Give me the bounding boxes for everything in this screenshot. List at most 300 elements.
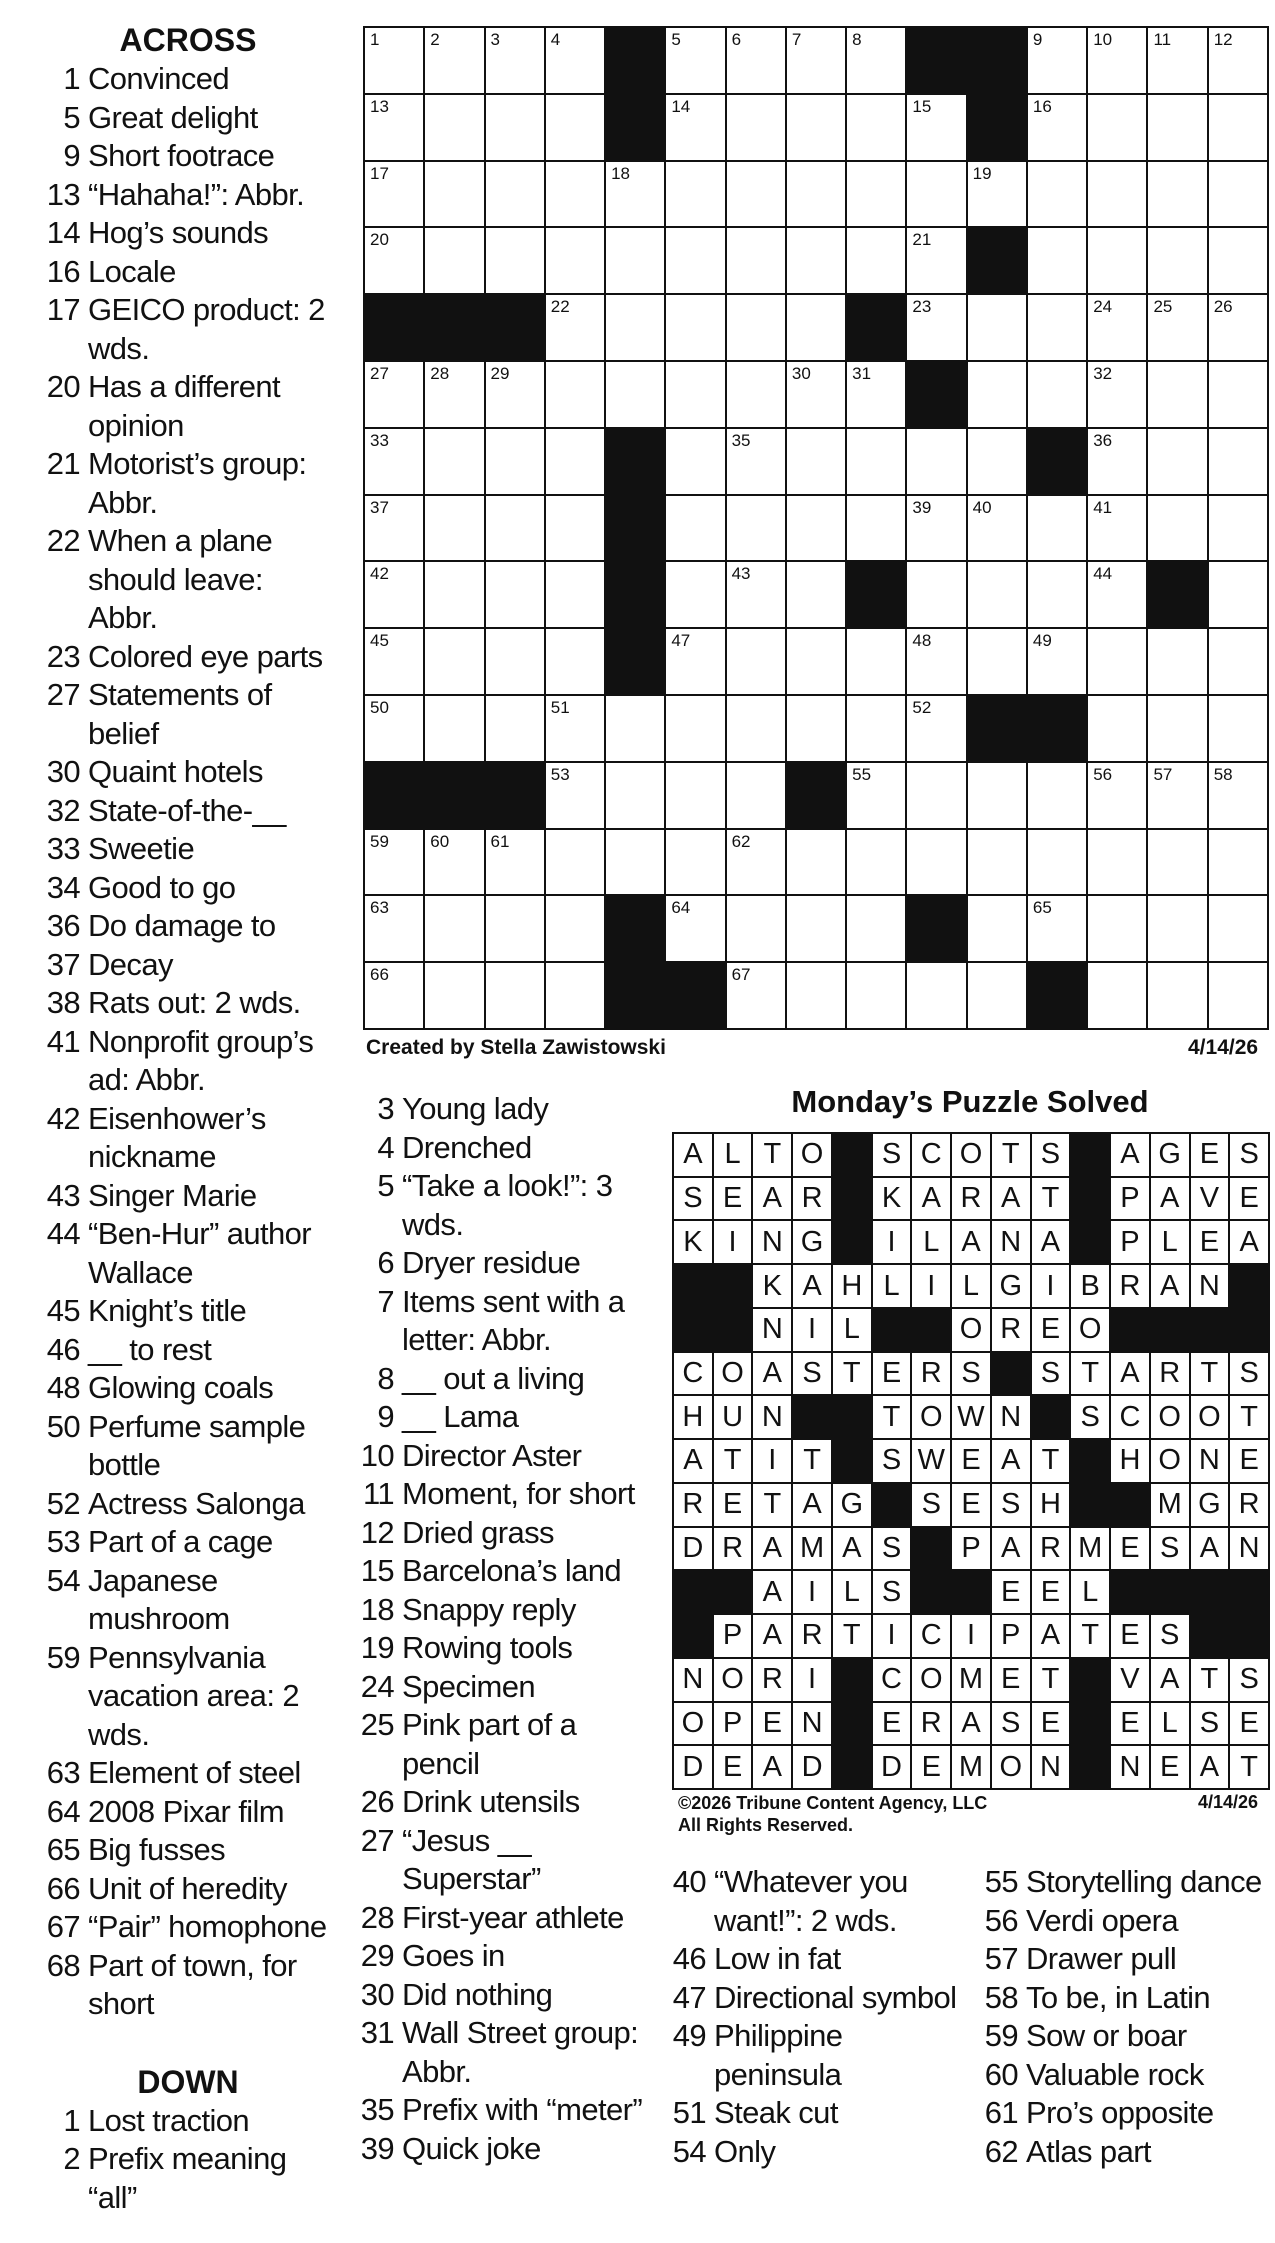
grid-square[interactable] [666,496,724,561]
grid-square[interactable] [666,562,724,627]
clue-item [38,291,338,368]
clue-item [352,1629,652,1668]
solved-letter: S [1071,1396,1109,1438]
clue-text: Perfume sample bottle [88,1408,306,1482]
solved-black-square [1151,1571,1189,1613]
clue-number: 5 [63,99,80,135]
solved-letter: U [714,1396,752,1438]
solved-letter: R [793,1178,831,1220]
solved-letter: S [873,1134,911,1176]
grid-square[interactable] [787,629,845,694]
solved-black-square [1230,1309,1268,1351]
grid-square[interactable] [666,830,724,895]
clue-text: Hog’s sounds [88,215,269,250]
puzzle-credit: Created by Stella Zawistowski [366,1036,666,1059]
grid-square[interactable] [787,963,845,1028]
grid-square[interactable] [968,896,1026,961]
clue-number: 41 [46,1023,80,1059]
clue-number: 13 [46,176,80,212]
grid-square[interactable] [787,228,845,293]
grid-square[interactable] [847,696,905,761]
grid-square[interactable] [1028,830,1086,895]
grid-square[interactable] [727,228,785,293]
grid-square[interactable] [1148,763,1206,828]
grid-square[interactable] [1209,28,1267,93]
clue-text: First-year athlete [402,1899,624,1935]
grid-square[interactable] [365,963,423,1028]
grid-square[interactable] [1088,496,1146,561]
clue-item [38,1947,338,2024]
grid-square[interactable] [546,162,604,227]
grid-square[interactable] [787,562,845,627]
grid-square[interactable] [787,295,845,360]
clue-item [352,1899,652,1938]
grid-square[interactable] [425,228,483,293]
grid-square[interactable] [546,295,604,360]
grid-square[interactable] [1209,896,1267,961]
grid-square[interactable] [1209,763,1267,828]
grid-square[interactable] [1148,896,1206,961]
grid-square[interactable] [907,429,965,494]
clue-number: 9 [377,1399,394,1434]
grid-square[interactable] [1209,963,1267,1028]
grid-square[interactable] [365,429,423,494]
grid-square[interactable] [727,162,785,227]
solved-letter: T [873,1396,911,1438]
grid-square[interactable] [425,95,483,160]
clue-text: Atlas part [1026,2133,1151,2169]
grid-square[interactable] [907,629,965,694]
grid-square[interactable] [907,162,965,227]
grid-square[interactable] [1209,95,1267,160]
grid-square[interactable] [666,629,724,694]
grid-square[interactable] [546,562,604,627]
grid-square[interactable] [1148,696,1206,761]
square-number: 1 [370,30,380,49]
clue-number: 61 [984,2095,1018,2130]
grid-square[interactable] [727,429,785,494]
clue-item [664,1979,964,2018]
grid-square[interactable] [486,696,544,761]
clue-text: Snappy reply [402,1591,576,1627]
grid-square[interactable] [847,830,905,895]
clue-text: “Ben-Hur” author Wallace [88,1216,311,1290]
grid-square[interactable] [1028,896,1086,961]
grid-square[interactable] [365,162,423,227]
grid-square[interactable] [486,629,544,694]
grid-square[interactable] [968,496,1026,561]
solved-letter: R [912,1703,950,1745]
clue-text: Locale [88,253,176,289]
solved-letter: A [674,1440,712,1482]
grid-square[interactable] [968,362,1026,427]
grid-square[interactable] [727,963,785,1028]
solved-letter: O [912,1659,950,1701]
grid-square[interactable] [787,429,845,494]
solved-letter: O [1071,1309,1109,1351]
solved-letter: S [1230,1659,1268,1701]
grid-square[interactable] [907,963,965,1028]
clue-number: 30 [46,754,80,789]
grid-square[interactable] [666,763,724,828]
solved-letter: E [1230,1440,1268,1482]
grid-square[interactable] [1088,696,1146,761]
clue-text: Drawer pull [1026,1941,1177,1976]
grid-square[interactable] [727,629,785,694]
grid-square[interactable] [907,562,965,627]
solved-letter: S [952,1353,990,1395]
grid-square[interactable] [1028,162,1086,227]
square-number: 15 [912,96,932,116]
grid-square[interactable] [727,28,785,93]
solved-black-square [1071,1134,1109,1176]
grid-square[interactable] [847,629,905,694]
grid-square[interactable] [847,763,905,828]
solved-letter: A [1151,1265,1189,1307]
down-clue-list-1 [38,2102,338,2218]
grid-square[interactable] [425,629,483,694]
grid-square[interactable] [546,629,604,694]
grid-square[interactable] [907,496,965,561]
grid-square[interactable] [1088,896,1146,961]
grid-square[interactable] [666,28,724,93]
grid-square[interactable] [486,228,544,293]
grid-square[interactable] [666,896,724,961]
grid-square[interactable] [787,696,845,761]
clue-number: 31 [360,2015,394,2050]
grid-square[interactable] [666,362,724,427]
grid-square[interactable] [1028,28,1086,93]
square-number: 67 [731,965,751,985]
grid-square[interactable] [727,496,785,561]
solved-letter: C [912,1615,950,1657]
grid-square[interactable] [606,228,664,293]
clue-text: Japanese mushroom [88,1562,230,1636]
clue-item [352,2130,652,2169]
grid-square[interactable] [1148,228,1206,293]
grid-square[interactable] [1028,362,1086,427]
square-number: 37 [370,497,389,517]
grid-square[interactable] [907,95,965,160]
solved-letter: R [674,1484,712,1526]
grid-square[interactable] [486,28,544,93]
grid-square[interactable] [546,496,604,561]
solved-letter: M [1071,1528,1109,1570]
clue-text: Dried grass [402,1514,554,1550]
grid-square[interactable] [787,496,845,561]
clue-text: Lost traction [88,2102,250,2138]
grid-square[interactable] [907,295,965,360]
grid-square[interactable] [787,362,845,427]
clue-number: 10 [360,1437,394,1473]
black-square [486,295,544,360]
grid-square[interactable] [1028,763,1086,828]
grid-square[interactable] [1148,629,1206,694]
clue-text: __ out a living [402,1360,585,1396]
grid-square[interactable] [486,963,544,1028]
solved-letter: A [1151,1659,1189,1701]
grid-square[interactable] [1148,429,1206,494]
grid-square[interactable] [666,95,724,160]
grid-square[interactable] [365,830,423,895]
solved-black-square [674,1571,712,1613]
clue-number: 9 [63,138,80,173]
grid-square[interactable] [546,963,604,1028]
grid-square[interactable] [968,162,1026,227]
grid-square[interactable] [365,562,423,627]
grid-square[interactable] [968,963,1026,1028]
grid-square[interactable] [847,228,905,293]
grid-square[interactable] [847,362,905,427]
clue-item [664,2133,964,2172]
grid-square[interactable] [1209,362,1267,427]
grid-square[interactable] [847,496,905,561]
solved-black-square [873,1484,911,1526]
solved-letter: O [992,1746,1030,1788]
grid-square[interactable] [546,28,604,93]
clue-number: 7 [377,1283,394,1319]
grid-square[interactable] [425,28,483,93]
grid-square[interactable] [425,562,483,627]
grid-square[interactable] [486,362,544,427]
solved-black-square [1230,1265,1268,1307]
grid-square[interactable] [666,295,724,360]
grid-square[interactable] [787,28,845,93]
clue-item [976,1863,1266,1902]
grid-square[interactable] [1209,228,1267,293]
grid-square[interactable] [606,763,664,828]
clue-number: 47 [672,1979,706,2015]
grid-square[interactable] [666,696,724,761]
clue-text: Eisenhower’s nickname [88,1100,266,1174]
down-section-4 [976,1863,1266,2171]
grid-square[interactable] [847,896,905,961]
clue-number: 22 [46,523,80,558]
solved-letter: E [873,1353,911,1395]
grid-square[interactable] [425,963,483,1028]
solved-black-square [1071,1746,1109,1788]
grid-square[interactable] [425,362,483,427]
grid-square[interactable] [365,696,423,761]
solved-letter: S [793,1353,831,1395]
grid-square[interactable] [847,162,905,227]
clue-text: Big fusses [88,1832,226,1867]
clue-text: Sow or boar [1026,2018,1187,2053]
solved-letter: N [1191,1265,1229,1307]
grid-square[interactable] [968,562,1026,627]
clue-number: 51 [672,2095,706,2130]
grid-square[interactable] [486,429,544,494]
grid-square[interactable] [787,162,845,227]
grid-square[interactable] [968,830,1026,895]
grid-square[interactable] [546,228,604,293]
grid-square[interactable] [425,496,483,561]
grid-square[interactable] [907,696,965,761]
square-number: 53 [550,764,570,784]
grid-square[interactable] [1028,228,1086,293]
grid-square[interactable] [365,228,423,293]
grid-square[interactable] [1088,629,1146,694]
grid-square[interactable] [847,95,905,160]
grid-square[interactable] [727,896,785,961]
grid-square[interactable] [486,95,544,160]
grid-square[interactable] [1148,95,1206,160]
grid-square[interactable] [1028,295,1086,360]
grid-square[interactable] [546,95,604,160]
grid-square[interactable] [486,562,544,627]
grid-square[interactable] [486,162,544,227]
grid-square[interactable] [546,763,604,828]
grid-square[interactable] [847,429,905,494]
clue-number: 46 [46,1331,80,1367]
clue-item [38,60,338,99]
grid-square[interactable] [546,362,604,427]
grid-square[interactable] [907,228,965,293]
grid-square[interactable] [606,362,664,427]
grid-square[interactable] [847,963,905,1028]
grid-square[interactable] [1088,763,1146,828]
grid-square[interactable] [1209,162,1267,227]
grid-square[interactable] [365,362,423,427]
grid-square[interactable] [727,763,785,828]
grid-square[interactable] [1148,295,1206,360]
grid-square[interactable] [1209,830,1267,895]
grid-square[interactable] [425,896,483,961]
solved-letter: E [873,1703,911,1745]
grid-square[interactable] [546,696,604,761]
black-square [907,896,965,961]
grid-square[interactable] [787,830,845,895]
grid-square[interactable] [1028,629,1086,694]
clue-item [38,869,338,908]
grid-square[interactable] [1088,95,1146,160]
solved-letter: L [873,1265,911,1307]
grid-square[interactable] [666,429,724,494]
grid-square[interactable] [1028,496,1086,561]
grid-square[interactable] [365,629,423,694]
grid-square[interactable] [727,95,785,160]
grid-square[interactable] [1209,562,1267,627]
black-square [1028,429,1086,494]
grid-square[interactable] [907,830,965,895]
grid-square[interactable] [425,830,483,895]
grid-square[interactable] [1209,696,1267,761]
grid-square[interactable] [727,362,785,427]
clue-item [352,1475,652,1514]
grid-square[interactable] [787,896,845,961]
grid-square[interactable] [727,696,785,761]
grid-square[interactable] [546,896,604,961]
square-number: 47 [671,631,691,651]
square-number: 32 [1093,364,1113,383]
grid-square[interactable] [727,562,785,627]
grid-square[interactable] [1209,429,1267,494]
grid-square[interactable] [365,496,423,561]
grid-square[interactable] [1088,162,1146,227]
grid-square[interactable] [727,295,785,360]
grid-square[interactable] [1148,830,1206,895]
grid-square[interactable] [546,429,604,494]
grid-square[interactable] [968,429,1026,494]
solved-black-square [833,1396,871,1438]
solved-black-square [1111,1571,1149,1613]
grid-square[interactable] [1088,362,1146,427]
clue-number: 55 [984,1864,1018,1899]
grid-square[interactable] [486,896,544,961]
grid-square[interactable] [606,830,664,895]
grid-square[interactable] [365,896,423,961]
grid-square[interactable] [968,763,1026,828]
grid-square[interactable] [425,696,483,761]
grid-square[interactable] [787,95,845,160]
grid-square[interactable] [546,830,604,895]
solved-letter: T [1230,1396,1268,1438]
grid-square[interactable] [425,429,483,494]
grid-square[interactable] [1088,429,1146,494]
clue-number: 57 [984,1941,1018,1976]
solved-letter: A [1111,1353,1149,1395]
grid-square[interactable] [1148,28,1206,93]
grid-square[interactable] [847,28,905,93]
square-number: 14 [671,96,691,116]
grid-square[interactable] [1088,830,1146,895]
grid-square[interactable] [1148,362,1206,427]
grid-square[interactable] [1088,28,1146,93]
grid-square[interactable] [1148,963,1206,1028]
grid-square[interactable] [727,830,785,895]
grid-square[interactable] [1088,295,1146,360]
grid-square[interactable] [1028,95,1086,160]
solved-black-square [833,1659,871,1701]
grid-square[interactable] [968,295,1026,360]
across-section [38,20,338,2217]
square-number: 40 [972,497,992,517]
grid-square[interactable] [1209,496,1267,561]
clue-item [38,792,338,831]
clue-item [352,1244,652,1283]
grid-square[interactable] [1148,496,1206,561]
grid-square[interactable] [1028,562,1086,627]
solved-letter: T [1071,1353,1109,1395]
grid-square[interactable] [425,162,483,227]
solved-letter: L [1151,1221,1189,1263]
solved-letter: R [714,1528,752,1570]
grid-square[interactable] [606,696,664,761]
grid-square[interactable] [606,162,664,227]
grid-square[interactable] [365,95,423,160]
grid-square[interactable] [606,295,664,360]
grid-square[interactable] [1209,295,1267,360]
grid-square[interactable] [1088,562,1146,627]
grid-square[interactable] [365,28,423,93]
solved-letter: A [1151,1178,1189,1220]
grid-square[interactable] [666,162,724,227]
clue-item [976,2056,1266,2095]
solved-letter: E [753,1703,791,1745]
grid-square[interactable] [1088,228,1146,293]
grid-square[interactable] [1209,629,1267,694]
clue-number: 21 [46,446,80,481]
grid-square[interactable] [666,228,724,293]
clue-number: 16 [46,253,80,289]
grid-square[interactable] [486,496,544,561]
grid-square[interactable] [907,763,965,828]
grid-square[interactable] [1088,963,1146,1028]
clue-item [352,1514,652,1553]
grid-square[interactable] [486,830,544,895]
grid-square[interactable] [1148,162,1206,227]
grid-square[interactable] [968,629,1026,694]
